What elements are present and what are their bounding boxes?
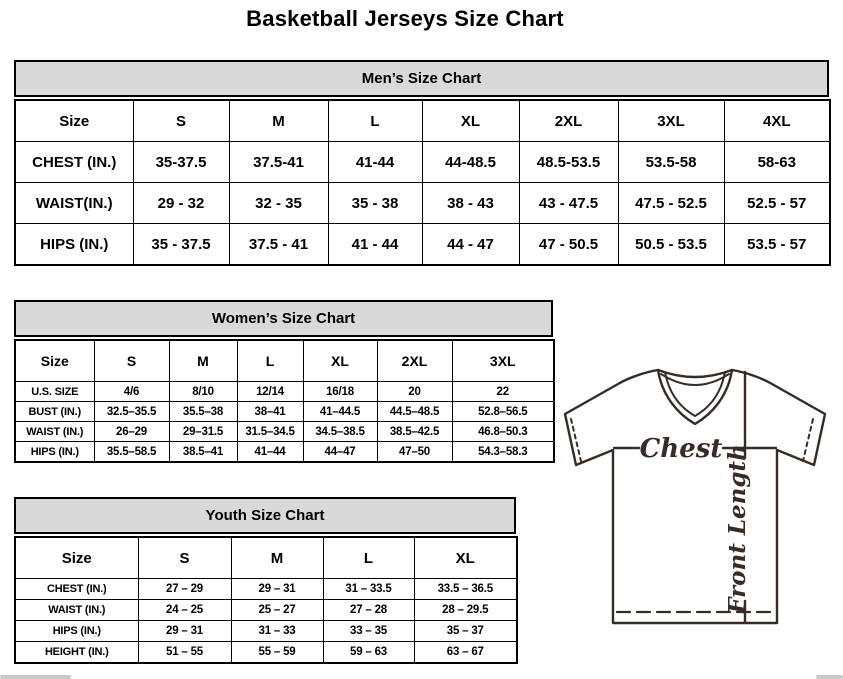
- size-value-cell: 47–50: [377, 442, 452, 463]
- size-value-cell: 24 – 25: [138, 600, 231, 621]
- row-label: WAIST (IN.): [15, 422, 94, 442]
- jersey-measurement-diagram: [554, 362, 830, 630]
- size-value-cell: 41–44.5: [303, 402, 377, 422]
- column-header: M: [231, 537, 323, 579]
- size-value-cell: 29–31.5: [169, 422, 237, 442]
- collar-back-curve: [658, 370, 732, 377]
- column-header: M: [169, 340, 237, 382]
- size-value-cell: 63 – 67: [414, 642, 517, 664]
- column-header: L: [328, 100, 422, 142]
- table-row: [15, 579, 517, 600]
- column-header: L: [237, 340, 303, 382]
- womens-size-chart-section: [14, 300, 553, 463]
- table-row: [15, 142, 830, 183]
- column-header: 4XL: [724, 100, 830, 142]
- column-header: 3XL: [452, 340, 554, 382]
- size-value-cell: 34.5–38.5: [303, 422, 377, 442]
- youth-size-chart-title: Youth Size Chart: [14, 497, 516, 534]
- page-title: Basketball Jerseys Size Chart: [246, 6, 564, 31]
- horizontal-scrollbar-thumb-left[interactable]: [0, 675, 71, 679]
- size-value-cell: 26–29: [94, 422, 169, 442]
- size-value-cell: 33 – 35: [323, 621, 414, 642]
- front-length-label: Front Length: [724, 444, 751, 614]
- size-value-cell: 50.5 - 53.5: [618, 224, 724, 266]
- size-value-cell: 27 – 28: [323, 600, 414, 621]
- table-row: [15, 642, 517, 664]
- size-value-cell: 37.5 - 41: [229, 224, 328, 266]
- header-row: [15, 537, 517, 579]
- size-value-cell: 52.8–56.5: [452, 402, 554, 422]
- column-header: Size: [15, 537, 138, 579]
- row-label: WAIST (IN.): [15, 600, 138, 621]
- column-header: M: [229, 100, 328, 142]
- mens-size-table: [14, 99, 831, 266]
- size-value-cell: 32 - 35: [229, 183, 328, 224]
- womens-size-chart-title: Women’s Size Chart: [14, 300, 553, 337]
- row-label: CHEST (IN.): [15, 579, 138, 600]
- size-value-cell: 16/18: [303, 382, 377, 402]
- size-value-cell: 47 - 50.5: [519, 224, 618, 266]
- size-value-cell: 29 – 31: [231, 579, 323, 600]
- size-value-cell: 33.5 – 36.5: [414, 579, 517, 600]
- row-label: CHEST (IN.): [15, 142, 133, 183]
- size-value-cell: 8/10: [169, 382, 237, 402]
- size-value-cell: 31 – 33: [231, 621, 323, 642]
- size-value-cell: 53.5 - 57: [724, 224, 830, 266]
- size-value-cell: 35 - 37.5: [133, 224, 229, 266]
- row-label: WAIST(IN.): [15, 183, 133, 224]
- womens-size-table: [14, 339, 555, 463]
- size-value-cell: 43 - 47.5: [519, 183, 618, 224]
- size-value-cell: 41–44: [237, 442, 303, 463]
- size-value-cell: 38.5–41: [169, 442, 237, 463]
- size-value-cell: 41-44: [328, 142, 422, 183]
- size-value-cell: 58-63: [724, 142, 830, 183]
- column-header: XL: [422, 100, 519, 142]
- column-header: L: [323, 537, 414, 579]
- size-value-cell: 35-37.5: [133, 142, 229, 183]
- size-value-cell: 35.5–58.5: [94, 442, 169, 463]
- size-value-cell: 44-48.5: [422, 142, 519, 183]
- size-value-cell: 22: [452, 382, 554, 402]
- table-row: [15, 621, 517, 642]
- size-value-cell: 44.5–48.5: [377, 402, 452, 422]
- table-row: [15, 183, 830, 224]
- size-value-cell: 27 – 29: [138, 579, 231, 600]
- table-row: [15, 402, 554, 422]
- size-value-cell: 53.5-58: [618, 142, 724, 183]
- size-value-cell: 44–47: [303, 442, 377, 463]
- size-value-cell: 25 – 27: [231, 600, 323, 621]
- mens-size-chart-title: Men’s Size Chart: [14, 60, 829, 97]
- size-value-cell: 48.5-53.5: [519, 142, 618, 183]
- row-label: BUST (IN.): [15, 402, 94, 422]
- header-row: [15, 100, 830, 142]
- size-value-cell: 38 - 43: [422, 183, 519, 224]
- size-value-cell: 55 – 59: [231, 642, 323, 664]
- youth-size-table: [14, 536, 518, 664]
- size-value-cell: 54.3–58.3: [452, 442, 554, 463]
- table-row: [15, 442, 554, 463]
- size-value-cell: 28 – 29.5: [414, 600, 517, 621]
- table-row: [15, 422, 554, 442]
- column-header: S: [133, 100, 229, 142]
- chest-label: Chest: [639, 434, 723, 464]
- size-value-cell: 47.5 - 52.5: [618, 183, 724, 224]
- header-row: [15, 340, 554, 382]
- size-value-cell: 38.5–42.5: [377, 422, 452, 442]
- size-value-cell: 35.5–38: [169, 402, 237, 422]
- size-value-cell: 31.5–34.5: [237, 422, 303, 442]
- size-value-cell: 4/6: [94, 382, 169, 402]
- row-label: U.S. SIZE: [15, 382, 94, 402]
- size-value-cell: 51 – 55: [138, 642, 231, 664]
- row-label: HIPS (IN.): [15, 224, 133, 266]
- size-value-cell: 46.8–50.3: [452, 422, 554, 442]
- size-value-cell: 35 - 38: [328, 183, 422, 224]
- row-label: HIPS (IN.): [15, 442, 94, 463]
- column-header: 2XL: [377, 340, 452, 382]
- size-value-cell: 35 – 37: [414, 621, 517, 642]
- table-row: [15, 600, 517, 621]
- table-row: [15, 382, 554, 402]
- size-value-cell: 38–41: [237, 402, 303, 422]
- column-header: XL: [414, 537, 517, 579]
- size-value-cell: 52.5 - 57: [724, 183, 830, 224]
- youth-size-chart-section: [14, 497, 516, 664]
- size-value-cell: 29 – 31: [138, 621, 231, 642]
- size-value-cell: 31 – 33.5: [323, 579, 414, 600]
- column-header: 3XL: [618, 100, 724, 142]
- size-value-cell: 12/14: [237, 382, 303, 402]
- size-value-cell: 37.5-41: [229, 142, 328, 183]
- size-value-cell: 59 – 63: [323, 642, 414, 664]
- column-header: XL: [303, 340, 377, 382]
- row-label: HIPS (IN.): [15, 621, 138, 642]
- column-header: Size: [15, 340, 94, 382]
- table-row: [15, 224, 830, 266]
- row-label: HEIGHT (IN.): [15, 642, 138, 664]
- column-header: S: [94, 340, 169, 382]
- size-value-cell: 32.5–35.5: [94, 402, 169, 422]
- column-header: 2XL: [519, 100, 618, 142]
- size-value-cell: 44 - 47: [422, 224, 519, 266]
- horizontal-scrollbar-thumb-right[interactable]: [816, 675, 843, 679]
- column-header: Size: [15, 100, 133, 142]
- jersey-outline: [565, 370, 825, 623]
- collar-rib-curve: [661, 374, 729, 385]
- mens-size-chart-section: [14, 60, 829, 266]
- size-value-cell: 29 - 32: [133, 183, 229, 224]
- column-header: S: [138, 537, 231, 579]
- size-value-cell: 41 - 44: [328, 224, 422, 266]
- size-value-cell: 20: [377, 382, 452, 402]
